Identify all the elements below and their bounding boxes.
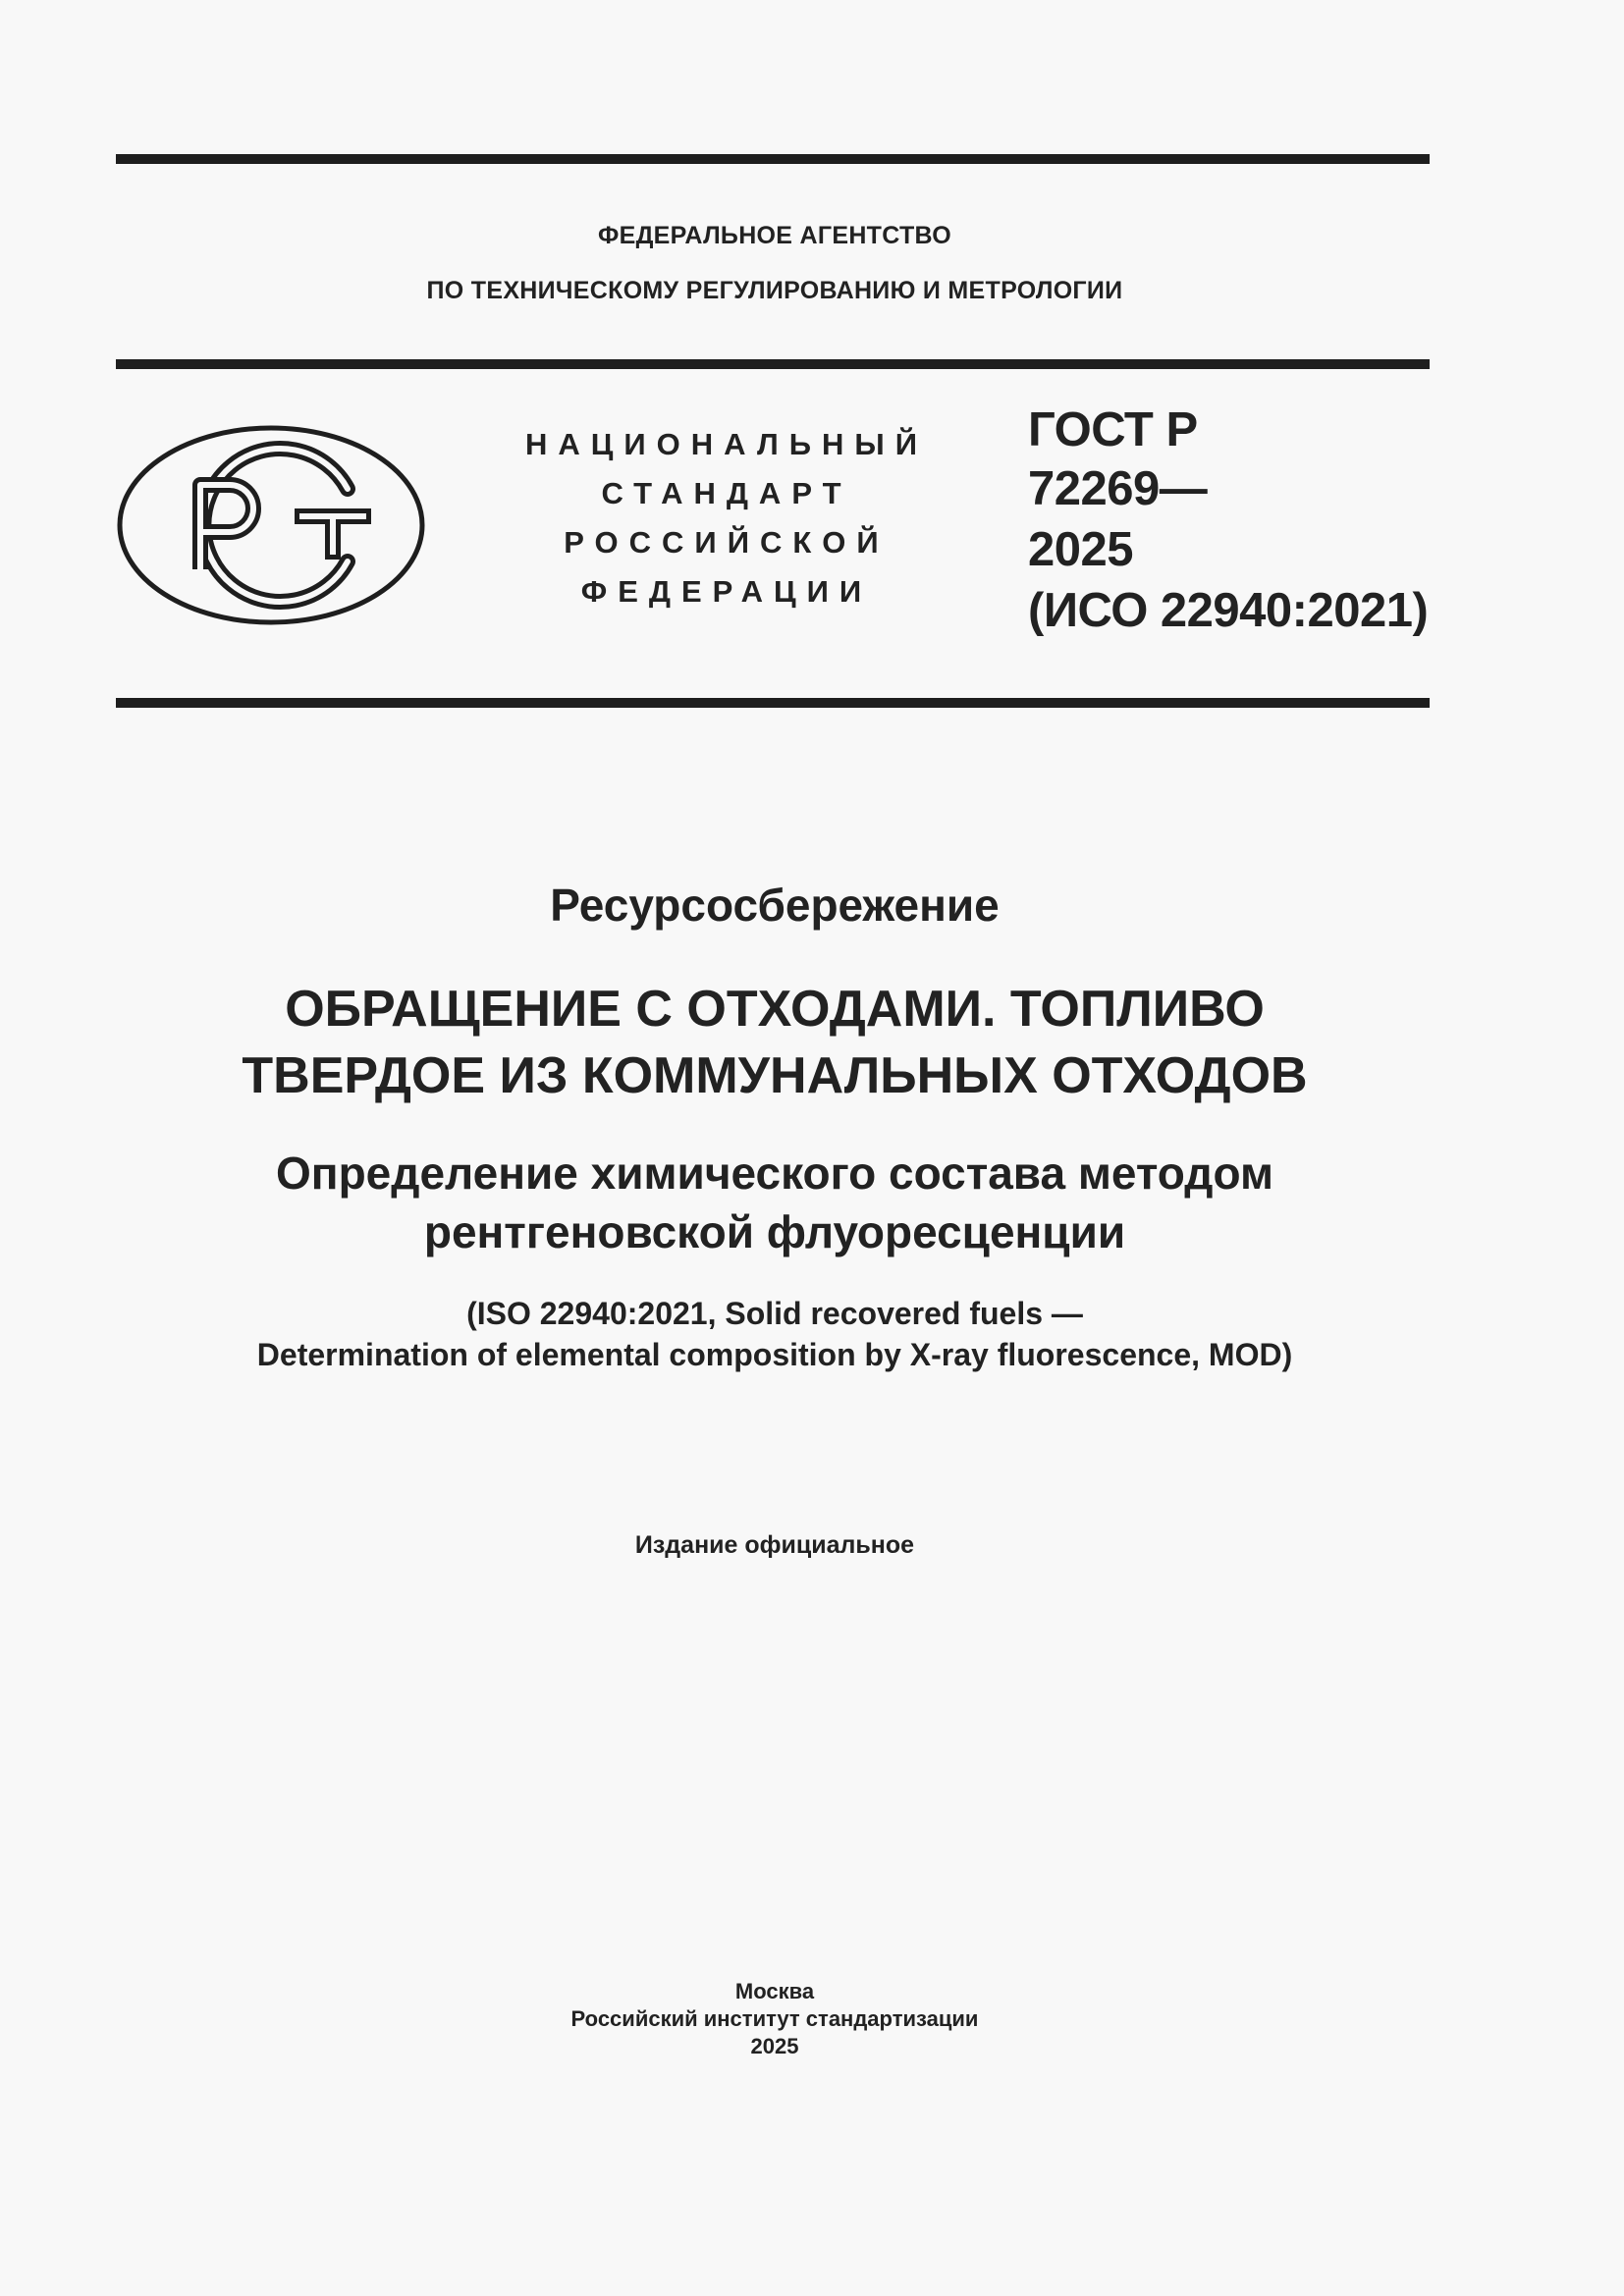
national-standard-line4: ФЕДЕРАЦИИ	[580, 574, 873, 609]
gost-designation-line2: 72269—	[1028, 462, 1208, 515]
gost-designation-line4: (ИСО 22940:2021)	[1028, 584, 1429, 637]
part-title-line1: Определение химического состава методом	[276, 1148, 1273, 1199]
rst-logo-icon	[116, 424, 426, 626]
main-title-line1: ОБРАЩЕНИЕ С ОТХОДАМИ. ТОПЛИВО	[285, 981, 1265, 1038]
gost-designation-line3: 2025	[1028, 523, 1134, 576]
edition-label: Издание официальное	[634, 1531, 915, 1559]
national-standard-line1: НАЦИОНАЛЬНЫЙ	[524, 427, 929, 461]
part-title-line2: рентгеновской флуоресценции	[423, 1206, 1126, 1257]
designation-rule	[116, 698, 1430, 708]
agency-name-line1: ФЕДЕРАЛЬНОЕ АГЕНТСТВО	[597, 222, 952, 249]
agency-name-line2: ПО ТЕХНИЧЕСКОМУ РЕГУЛИРОВАНИЮ И МЕТРОЛОГИИ	[426, 277, 1123, 304]
subject-heading: Ресурсосбережение	[550, 880, 1000, 931]
imprint-publisher: Российский институт стандартизации	[570, 2006, 979, 2031]
main-title-line2: ТВЕРДОЕ ИЗ КОММУНАЛЬНЫХ ОТХОДОВ	[242, 1047, 1308, 1104]
gost-designation-line1: ГОСТ Р	[1028, 403, 1198, 456]
imprint-year: 2025	[750, 2034, 799, 2058]
top-rule	[116, 154, 1430, 164]
national-standard-line3: РОССИЙСКОЙ	[564, 525, 890, 560]
national-standard-line2: СТАНДАРТ	[601, 476, 852, 510]
imprint-city: Москва	[734, 1979, 815, 2003]
iso-reference-line1: (ISO 22940:2021, Solid recovered fuels —	[466, 1296, 1083, 1331]
iso-reference-line2: Determination of elemental composition by X-ray fluorescence, MOD)	[256, 1337, 1293, 1372]
header-rule	[116, 359, 1430, 369]
